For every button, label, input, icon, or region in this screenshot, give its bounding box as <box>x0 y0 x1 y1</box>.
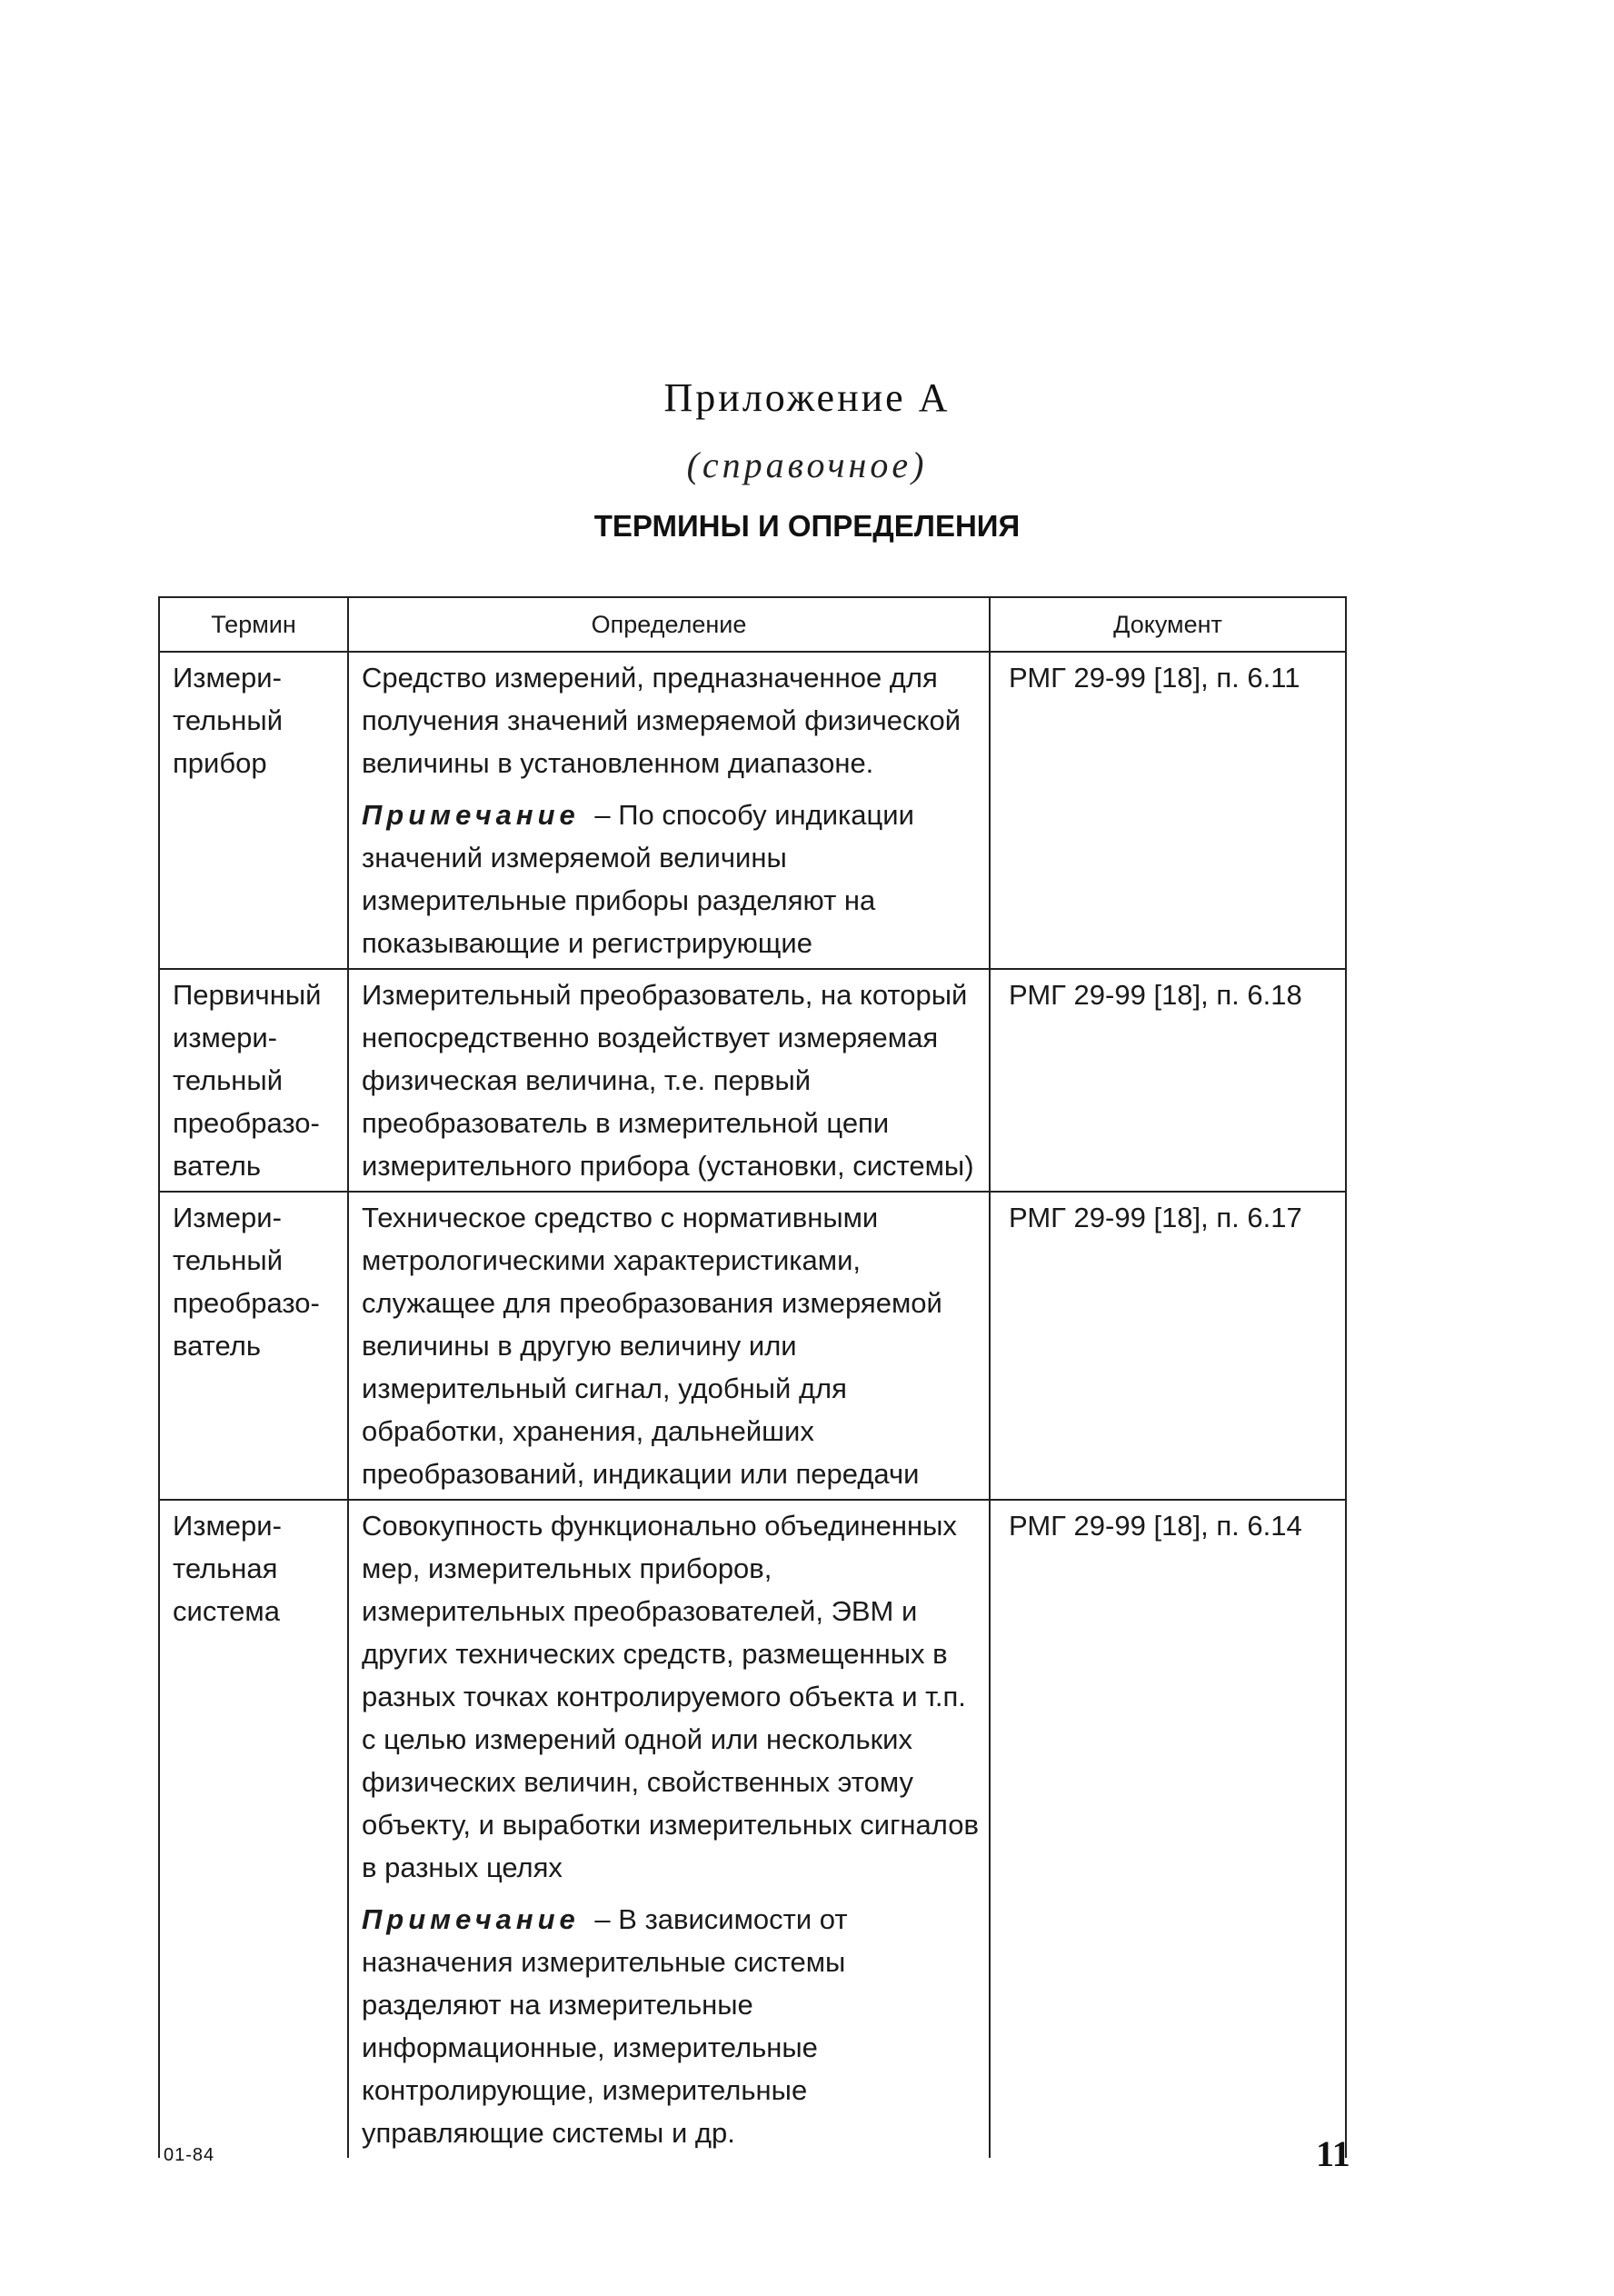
section-title: ТЕРМИНЫ И ОПРЕДЕЛЕНИЯ <box>593 509 1021 543</box>
page-number: 11 <box>1316 2133 1350 2174</box>
note-text: – По способу индикации значений измеряемой величины измерительные приборы разделяют на показывающие и регистрирующие <box>362 799 914 959</box>
document-ref: РМГ 29-99 [18], п. 6.11 <box>1009 662 1300 694</box>
definition-cell <box>348 969 990 1192</box>
document-ref: РМГ 29-99 [18], п. 6.18 <box>1009 979 1302 1011</box>
document-ref: РМГ 29-99 [18], п. 6.14 <box>1009 1510 1302 1542</box>
term-cell <box>159 1192 348 1500</box>
definition-cell <box>348 1500 990 2158</box>
column-header-term: Термин <box>159 597 348 652</box>
table-row <box>159 1500 1346 2158</box>
document-cell <box>990 1500 1346 2158</box>
column-header-document: Документ <box>990 597 1346 652</box>
note-label: Примечание <box>362 799 580 831</box>
appendix-title: Приложение А <box>663 375 951 420</box>
term-text: Измери- тельный преобразо- ватель <box>173 1202 320 1362</box>
terms-table <box>158 596 1347 2158</box>
appendix-subtitle: (справочное) <box>686 444 928 485</box>
definition-text: Измерительный преобразователь, на который непосредственно воздействует измеряемая физическая величина, т.е. первый преобразователь в измерительной цепи измерительного прибора (установки, системы) <box>362 979 974 1182</box>
term-cell <box>159 969 348 1192</box>
document-cell <box>990 652 1346 969</box>
note <box>362 794 980 964</box>
term-cell <box>159 652 348 969</box>
term-cell <box>159 1500 348 2158</box>
term-text: Измери- тельная система <box>173 1510 282 1627</box>
term-text: Измери- тельный прибор <box>173 662 284 779</box>
footer-code: 01-84 <box>164 2145 215 2165</box>
note-text: – В зависимости от назначения измерительные системы разделяют на измерительные информационные, измерительные контролирующие, измерительные управляющие системы и др. <box>362 1903 848 2149</box>
table-header-row <box>159 597 1346 652</box>
definition-text: Средство измерений, предназначенное для получения значений измеряемой физической величины в установленном диапазоне. <box>362 662 961 779</box>
table-row <box>159 969 1346 1192</box>
document-cell <box>990 969 1346 1192</box>
definition-cell <box>348 652 990 969</box>
document-ref: РМГ 29-99 [18], п. 6.17 <box>1009 1202 1302 1233</box>
definition-text: Совокупность функционально объединенных мер, измерительных приборов, измерительных преобразователей, ЭВМ и других технических средств, размещенных в разных точках контролируемого объекта и т.п. с целью измерений одной или нескольких физических величин, свойственных этому объекту, и выработки измерительных сигналов в разных целях <box>362 1510 979 1883</box>
term-text: Первичный измери- тельный преобразо- ватель <box>173 979 322 1182</box>
note <box>362 1898 980 2154</box>
column-header-definition: Определение <box>348 597 990 652</box>
definition-text: Техническое средство с нормативными метрологическими характеристиками, служащее для преобразования измеряемой величины в другую величину или измерительный сигнал, удобный для обработки, хранения, дальнейших преобразований, индикации или передачи <box>362 1202 942 1490</box>
document-cell <box>990 1192 1346 1500</box>
definition-cell <box>348 1192 990 1500</box>
table-row <box>159 1192 1346 1500</box>
table-row <box>159 652 1346 969</box>
note-label: Примечание <box>362 1903 580 1935</box>
